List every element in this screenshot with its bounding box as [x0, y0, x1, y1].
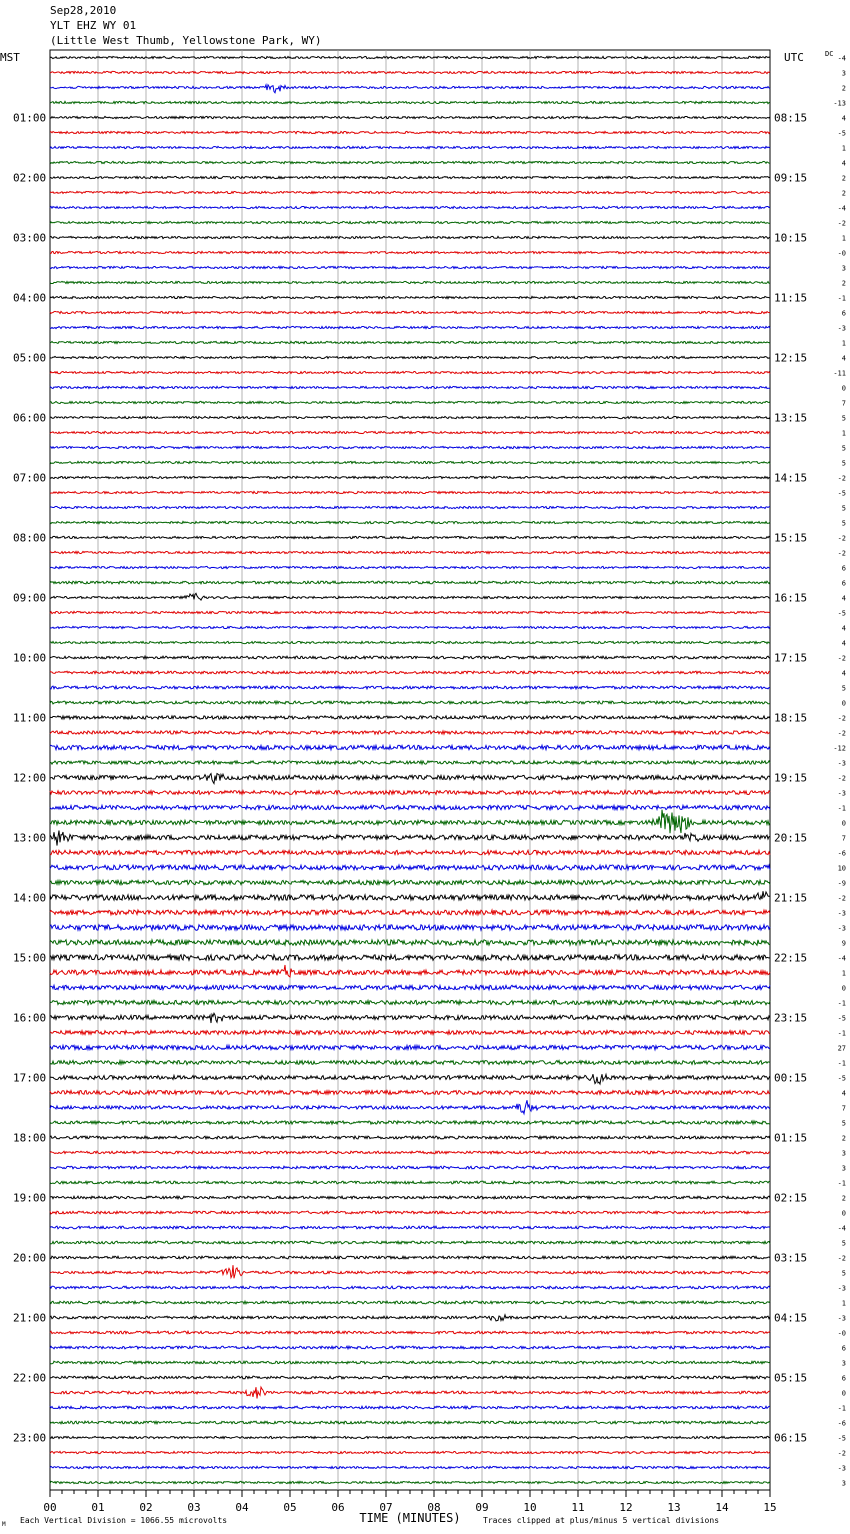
dc-offset-label: -5 [837, 1014, 846, 1023]
dc-offset-label: 1 [841, 144, 846, 153]
utc-hour-label: 10:15 [774, 231, 808, 245]
utc-hour-label: 19:15 [774, 771, 808, 785]
dc-header-label: DC [825, 50, 834, 58]
dc-offset-label: 2 [841, 279, 846, 288]
seismic-trace [50, 791, 770, 795]
seismic-trace [50, 1074, 770, 1084]
seismic-trace [50, 356, 770, 358]
seismic-trace [50, 891, 770, 900]
seismic-trace [50, 1100, 770, 1114]
seismic-trace [50, 611, 770, 613]
utc-hour-label: 20:15 [774, 831, 808, 845]
dc-offset-label: -2 [837, 1254, 846, 1263]
seismic-trace [50, 161, 770, 163]
dc-offset-label: 5 [841, 504, 846, 513]
dc-offset-label: 1 [841, 429, 846, 438]
x-tick-label: 04 [235, 1501, 249, 1514]
seismic-trace [50, 810, 770, 834]
dc-offset-label: 3 [841, 264, 846, 273]
dc-offset-label: 4 [841, 1089, 846, 1098]
dc-offset-label: 4 [841, 159, 846, 168]
dc-offset-label: -11 [833, 369, 846, 378]
seismic-trace [50, 1061, 770, 1065]
dc-offset-label: 5 [841, 684, 846, 693]
utc-hour-label: 18:15 [774, 711, 808, 725]
seismic-trace [50, 1387, 770, 1398]
x-tick-label: 07 [379, 1501, 393, 1514]
x-tick-label: 13 [667, 1501, 681, 1514]
seismic-trace [50, 1091, 770, 1095]
seismic-trace [50, 686, 770, 689]
dc-offset-label: -3 [837, 924, 846, 933]
dc-offset-label: 0 [841, 819, 846, 828]
dc-offset-label: 5 [841, 414, 846, 423]
dc-offset-label: 4 [841, 114, 846, 123]
seismic-trace [50, 71, 770, 73]
seismic-trace [50, 1013, 770, 1023]
dc-offset-label: 6 [841, 579, 846, 588]
dc-offset-label: 7 [841, 399, 846, 408]
mst-hour-label: 15:00 [13, 951, 47, 965]
seismic-trace [50, 1406, 770, 1409]
mst-hour-label: 05:00 [13, 351, 47, 365]
dc-offset-label: -2 [837, 774, 846, 783]
dc-offset-label: -5 [837, 609, 846, 618]
dc-offset-label: -0 [837, 249, 846, 258]
dc-offset-label: -2 [837, 654, 846, 663]
utc-hour-label: 13:15 [774, 411, 808, 425]
mst-hour-label: 08:00 [13, 531, 47, 545]
seismic-trace [50, 146, 770, 148]
utc-hour-label: 09:15 [774, 171, 808, 185]
seismic-trace [50, 266, 770, 268]
utc-hour-label: 02:15 [774, 1191, 808, 1205]
dc-offset-label: -3 [837, 789, 846, 798]
x-tick-label: 10 [523, 1501, 537, 1514]
dc-offset-label: 27 [837, 1044, 846, 1053]
seismic-trace [50, 1151, 770, 1154]
seismic-trace [50, 221, 770, 223]
dc-offset-label: 4 [841, 639, 846, 648]
seismic-trace [50, 985, 770, 989]
seismic-trace [50, 1265, 770, 1278]
dc-offset-label: -1 [837, 804, 846, 813]
seismic-trace [50, 476, 770, 478]
seismic-trace [50, 521, 770, 523]
x-tick-label: 09 [475, 1501, 489, 1514]
dc-offset-label: 3 [841, 1359, 846, 1368]
dc-offset-label: 3 [841, 69, 846, 78]
dc-offset-label: 2 [841, 1194, 846, 1203]
utc-hour-label: 14:15 [774, 471, 808, 485]
seismic-trace [50, 761, 770, 764]
seismic-trace [50, 1196, 770, 1199]
right-timezone-label: UTC [784, 51, 804, 64]
seismic-trace [50, 1436, 770, 1438]
dc-offset-label: 5 [841, 1239, 846, 1248]
dc-offset-label: 6 [841, 1344, 846, 1353]
x-tick-label: 15 [763, 1501, 777, 1514]
seismic-trace [50, 1000, 770, 1004]
dc-offset-label: 4 [841, 354, 846, 363]
station-code: YLT EHZ WY 01 [50, 19, 137, 32]
seismic-trace [50, 865, 770, 870]
x-tick-label: 11 [571, 1501, 585, 1514]
utc-hour-label: 06:15 [774, 1431, 808, 1445]
dc-offset-label: 5 [841, 459, 846, 468]
dc-offset-label: 0 [841, 984, 846, 993]
seismic-trace [50, 850, 770, 854]
mst-hour-label: 23:00 [13, 1431, 47, 1445]
mst-hour-label: 02:00 [13, 171, 47, 185]
seismic-trace [50, 1466, 770, 1468]
dc-offset-label: 5 [841, 444, 846, 453]
dc-offset-label: -2 [837, 534, 846, 543]
dc-offset-label: -1 [837, 999, 846, 1008]
seismic-trace [50, 1346, 770, 1349]
dc-offset-label: 6 [841, 309, 846, 318]
x-axis-title: TIME (MINUTES) [359, 1511, 461, 1525]
dc-offset-label: -1 [837, 294, 846, 303]
x-tick-label: 12 [619, 1501, 633, 1514]
dc-offset-label: 2 [841, 174, 846, 183]
seismic-trace [50, 641, 770, 643]
x-tick-label: 00 [43, 1501, 57, 1514]
seismic-trace [50, 1136, 770, 1139]
dc-offset-label: -2 [837, 714, 846, 723]
dc-offset-label: 6 [841, 564, 846, 573]
seismic-trace [50, 1315, 770, 1321]
x-tick-label: 06 [331, 1501, 345, 1514]
mst-hour-label: 13:00 [13, 831, 47, 845]
dc-offset-label: -6 [837, 1419, 846, 1428]
plot-date: Sep28,2010 [50, 4, 117, 17]
utc-hour-label: 17:15 [774, 651, 808, 665]
dc-offset-label: 2 [841, 84, 846, 93]
dc-offset-label: 0 [841, 1389, 846, 1398]
utc-hour-label: 21:15 [774, 891, 808, 905]
seismic-trace [50, 506, 770, 508]
scale-note: Each Vertical Division = 1066.55 microvolts [20, 1516, 228, 1525]
dc-offset-label: -0 [837, 1329, 846, 1338]
dc-offset-label: -4 [837, 204, 846, 213]
seismic-trace [50, 446, 770, 448]
mst-hour-label: 06:00 [13, 411, 47, 425]
seismic-trace [50, 1286, 770, 1289]
dc-offset-label: -3 [837, 1284, 846, 1293]
mst-hour-label: 01:00 [13, 111, 47, 125]
seismic-trace [50, 386, 770, 388]
seismic-trace [50, 731, 770, 734]
seismic-trace [50, 940, 770, 945]
utc-hour-label: 04:15 [774, 1311, 808, 1325]
seismic-trace [50, 831, 770, 846]
seismic-trace [50, 206, 770, 208]
seismic-trace [50, 131, 770, 133]
utc-hour-label: 12:15 [774, 351, 808, 365]
dc-offset-label: -3 [837, 909, 846, 918]
mst-hour-label: 03:00 [13, 231, 47, 245]
dc-offset-label: -2 [837, 894, 846, 903]
seismic-trace [50, 341, 770, 343]
seismic-trace [50, 401, 770, 403]
mst-hour-label: 20:00 [13, 1251, 47, 1265]
dc-offset-label: -3 [837, 1314, 846, 1323]
dc-offset-label: -3 [837, 1464, 846, 1473]
seismic-trace [50, 371, 770, 373]
dc-offset-label: 9 [841, 939, 846, 948]
dc-offset-label: -12 [833, 744, 846, 753]
utc-hour-label: 05:15 [774, 1371, 808, 1385]
dc-offset-label: 0 [841, 699, 846, 708]
mst-hour-label: 21:00 [13, 1311, 47, 1325]
seismic-trace [50, 176, 770, 178]
seismic-trace [50, 431, 770, 433]
dc-offset-label: 10 [837, 864, 846, 873]
utc-hour-label: 03:15 [774, 1251, 808, 1265]
x-tick-label: 01 [91, 1501, 105, 1514]
seismic-trace [50, 1301, 770, 1304]
utc-hour-label: 16:15 [774, 591, 808, 605]
mst-hour-label: 14:00 [13, 891, 47, 905]
seismic-trace [50, 326, 770, 328]
seismic-trace [50, 416, 770, 418]
dc-offset-label: 5 [841, 1269, 846, 1278]
mst-hour-label: 09:00 [13, 591, 47, 605]
dc-offset-label: 1 [841, 234, 846, 243]
seismic-trace [50, 1376, 770, 1379]
dc-offset-label: -9 [837, 879, 846, 888]
seismic-trace [50, 311, 770, 313]
seismic-trace [50, 116, 770, 118]
x-tick-label: 02 [139, 1501, 153, 1514]
x-tick-label: 14 [715, 1501, 729, 1514]
seismic-trace [50, 1241, 770, 1244]
dc-offset-label: 4 [841, 624, 846, 633]
seismic-trace [50, 581, 770, 584]
mst-hour-label: 07:00 [13, 471, 47, 485]
seismic-trace [50, 551, 770, 553]
seismic-trace [50, 56, 770, 58]
dc-offset-label: 6 [841, 1374, 846, 1383]
seismic-trace [50, 716, 770, 719]
seismic-trace [50, 1121, 770, 1124]
seismic-trace [50, 85, 770, 93]
seismic-trace [50, 745, 770, 749]
clip-note: Traces clipped at plus/minus 5 vertical divisions [483, 1516, 720, 1525]
seismic-trace [50, 656, 770, 659]
seismic-trace [50, 671, 770, 674]
seismic-trace [50, 1226, 770, 1229]
seismic-trace [50, 1211, 770, 1214]
mst-hour-label: 22:00 [13, 1371, 47, 1385]
dc-offset-label: 4 [841, 669, 846, 678]
corner-mark: M [2, 1521, 6, 1528]
seismic-trace [50, 536, 770, 538]
mst-hour-label: 18:00 [13, 1131, 47, 1145]
seismic-trace [50, 1031, 770, 1035]
dc-offset-label: 4 [841, 594, 846, 603]
dc-offset-label: 2 [841, 189, 846, 198]
utc-hour-label: 08:15 [774, 111, 808, 125]
seismic-trace [50, 965, 770, 977]
dc-offset-label: -5 [837, 1074, 846, 1083]
mst-hour-label: 17:00 [13, 1071, 47, 1085]
dc-offset-label: -1 [837, 1029, 846, 1038]
dc-offset-label: -5 [837, 129, 846, 138]
utc-hour-label: 11:15 [774, 291, 808, 305]
x-tick-label: 05 [283, 1501, 297, 1514]
dc-offset-label: 5 [841, 1119, 846, 1128]
seismic-trace [50, 880, 770, 884]
seismic-trace [50, 1045, 770, 1049]
seismic-trace [50, 1181, 770, 1184]
dc-offset-label: -3 [837, 759, 846, 768]
mst-hour-label: 04:00 [13, 291, 47, 305]
seismic-trace [50, 805, 770, 809]
seismic-trace [50, 281, 770, 283]
seismic-trace [50, 910, 770, 915]
seismic-trace [50, 101, 770, 103]
dc-offset-label: -2 [837, 1449, 846, 1458]
dc-offset-label: -3 [837, 324, 846, 333]
dc-offset-label: -5 [837, 1434, 846, 1443]
dc-offset-label: 3 [841, 1479, 846, 1488]
utc-hour-label: 22:15 [774, 951, 808, 965]
x-tick-label: 08 [427, 1501, 441, 1514]
utc-hour-label: 15:15 [774, 531, 808, 545]
seismic-trace [50, 593, 770, 600]
dc-offset-label: -2 [837, 729, 846, 738]
seismic-trace [50, 774, 770, 784]
dc-offset-label: 3 [841, 1164, 846, 1173]
dc-offset-label: -1 [837, 1404, 846, 1413]
seismic-trace [50, 251, 770, 253]
seismic-trace [50, 1421, 770, 1424]
seismic-trace [50, 566, 770, 568]
mst-hour-label: 16:00 [13, 1011, 47, 1025]
dc-offset-label: -1 [837, 1059, 846, 1068]
mst-hour-label: 10:00 [13, 651, 47, 665]
seismic-trace [50, 1256, 770, 1259]
seismic-trace [50, 925, 770, 930]
dc-offset-label: 7 [841, 834, 846, 843]
dc-offset-label: 2 [841, 1134, 846, 1143]
dc-offset-label: 0 [841, 384, 846, 393]
utc-hour-label: 00:15 [774, 1071, 808, 1085]
mst-hour-label: 12:00 [13, 771, 47, 785]
seismic-trace [50, 701, 770, 704]
dc-offset-label: 1 [841, 1299, 846, 1308]
dc-offset-label: -4 [837, 1224, 846, 1233]
dc-offset-label: -2 [837, 549, 846, 558]
dc-offset-label: -1 [837, 1179, 846, 1188]
dc-offset-label: -2 [837, 474, 846, 483]
seismic-trace [50, 491, 770, 493]
dc-offset-label: 7 [841, 1104, 846, 1113]
dc-offset-label: -5 [837, 489, 846, 498]
mst-hour-label: 11:00 [13, 711, 47, 725]
dc-offset-label: -2 [837, 219, 846, 228]
seismic-trace [50, 626, 770, 628]
dc-offset-label: 0 [841, 1209, 846, 1218]
seismic-trace [50, 955, 770, 960]
seismic-trace [50, 1481, 770, 1483]
station-location: (Little West Thumb, Yellowstone Park, WY) [50, 34, 322, 47]
seismic-trace [50, 1331, 770, 1334]
seismic-trace [50, 461, 770, 463]
dc-offset-label: 1 [841, 969, 846, 978]
dc-offset-label: -13 [833, 99, 846, 108]
x-tick-label: 03 [187, 1501, 201, 1514]
dc-offset-label: -4 [837, 954, 846, 963]
seismic-trace [50, 1451, 770, 1453]
dc-offset-label: 5 [841, 519, 846, 528]
left-timezone-label: MST [0, 51, 20, 64]
dc-offset-label: 1 [841, 339, 846, 348]
seismic-trace [50, 191, 770, 193]
utc-hour-label: 01:15 [774, 1131, 808, 1145]
utc-hour-label: 23:15 [774, 1011, 808, 1025]
seismic-trace [50, 1166, 770, 1169]
seismic-trace [50, 296, 770, 298]
dc-offset-label: -6 [837, 849, 846, 858]
seismic-trace [50, 236, 770, 238]
dc-offset-label: 3 [841, 1149, 846, 1158]
dc-offset-label: -4 [837, 54, 846, 63]
seismic-trace [50, 1361, 770, 1364]
mst-hour-label: 19:00 [13, 1191, 47, 1205]
